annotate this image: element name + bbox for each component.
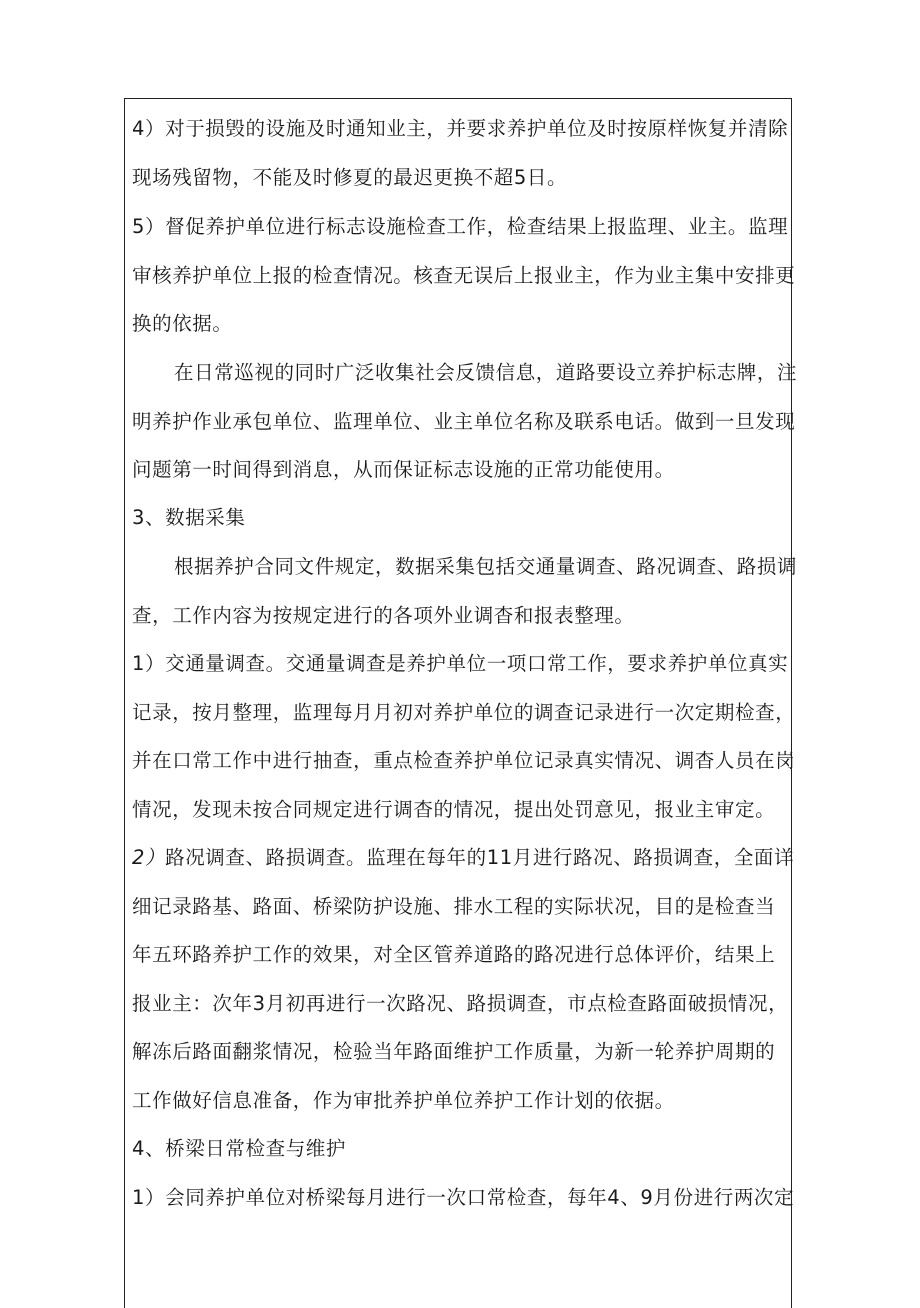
text-line: 换的依据。 <box>132 312 233 335</box>
section-heading-4 <box>132 1125 792 1174</box>
text-line: 查，工作内容为按规定进行的各项外业调杳和报表整理。 <box>132 603 635 627</box>
text-line: 1）会同养护单位对桥梁每月进行一次口常检查，每年4、9月份进行两次定 <box>132 1186 795 1209</box>
text-line: 年五环路养护工作的效果，对全区管养道路的路况进行总体评价，结果上 <box>132 943 776 966</box>
paragraph-patrol <box>132 349 798 495</box>
item-number: 2） <box>132 846 166 869</box>
text-line: 4）对于损毁的设施及时通知业主，并要求养护单位及时按原样恢复并清除 <box>132 117 789 140</box>
heading-text: 4、桥梁日常检查与维护 <box>132 1137 347 1160</box>
paragraph-traffic-survey <box>132 640 796 834</box>
text-line <box>132 834 795 883</box>
text-line: 根据养护合同文件规定，数据采集包括交通量调查、路况调查、路损调 <box>174 555 798 578</box>
text-line: 5）督促养护单位进行标志设施检查工作，检查结果上报监理、业主。监理 <box>132 215 789 238</box>
text-line: 1）交通量调查。交通量调查是养护单位一项口常工作，要求养护单位真实 <box>132 652 789 675</box>
text-line: 细记录路基、路面、桥梁防护设施、排水工程的实际状况，目的是检查当 <box>132 894 776 918</box>
text-line: 并在口常工作中进行抽查，重点检查养护单位记录真实情况、调杳人员在岗 <box>132 749 796 772</box>
text-line: 报业主：次年3月初再进行一次路况、路损调查，市点检查路面破损情况， <box>132 991 789 1015</box>
section-heading-3 <box>132 494 792 543</box>
text-line: 现场残留物，不能及时修夏的最迟更换不超5日。 <box>132 165 568 189</box>
text-line: 工作做好信息准备，作为审批养护单位养护工作计划的依据。 <box>132 1088 675 1112</box>
paragraph-data-collection <box>132 543 798 640</box>
text-line: 在日常巡视的同时广泛收集社会反馈信息，道路要设立养护标志牌，注 <box>174 361 798 384</box>
text-line: 解冻后路面翻浆情况，检验当年路面维护工作质量，为新一轮养护周期的 <box>132 1040 776 1063</box>
heading-text: 3、数据采集 <box>132 506 246 529</box>
text-line: 明养护作业承包单位、监理单位、业主单位名称及联系电话。做到一旦发现 <box>132 409 796 433</box>
text-line: 情况，发现未按合同规定进行调杳的情况，提出处罚意见，报业主审定。 <box>132 797 776 821</box>
text-line: 记录，按月整理，监理每月月初对养护单位的调查记录进行一次定期检查， <box>132 700 796 724</box>
paragraph-item-4 <box>132 105 792 202</box>
text-line: 问题第一时间得到消息，从而保证标志设施的正常功能使用。 <box>132 458 675 481</box>
paragraph-bridge-inspection <box>132 1174 795 1223</box>
paragraph-item-5 <box>132 203 796 349</box>
text-line: 审核养护单位上报的检查情况。核查无误后上报业主，作为业主集中安排更 <box>132 263 796 287</box>
paragraph-road-survey <box>132 834 795 1125</box>
text-segment: 路况调查、路损调查。监理在每年的11月进行路况、路损调查，全面详 <box>165 846 795 869</box>
